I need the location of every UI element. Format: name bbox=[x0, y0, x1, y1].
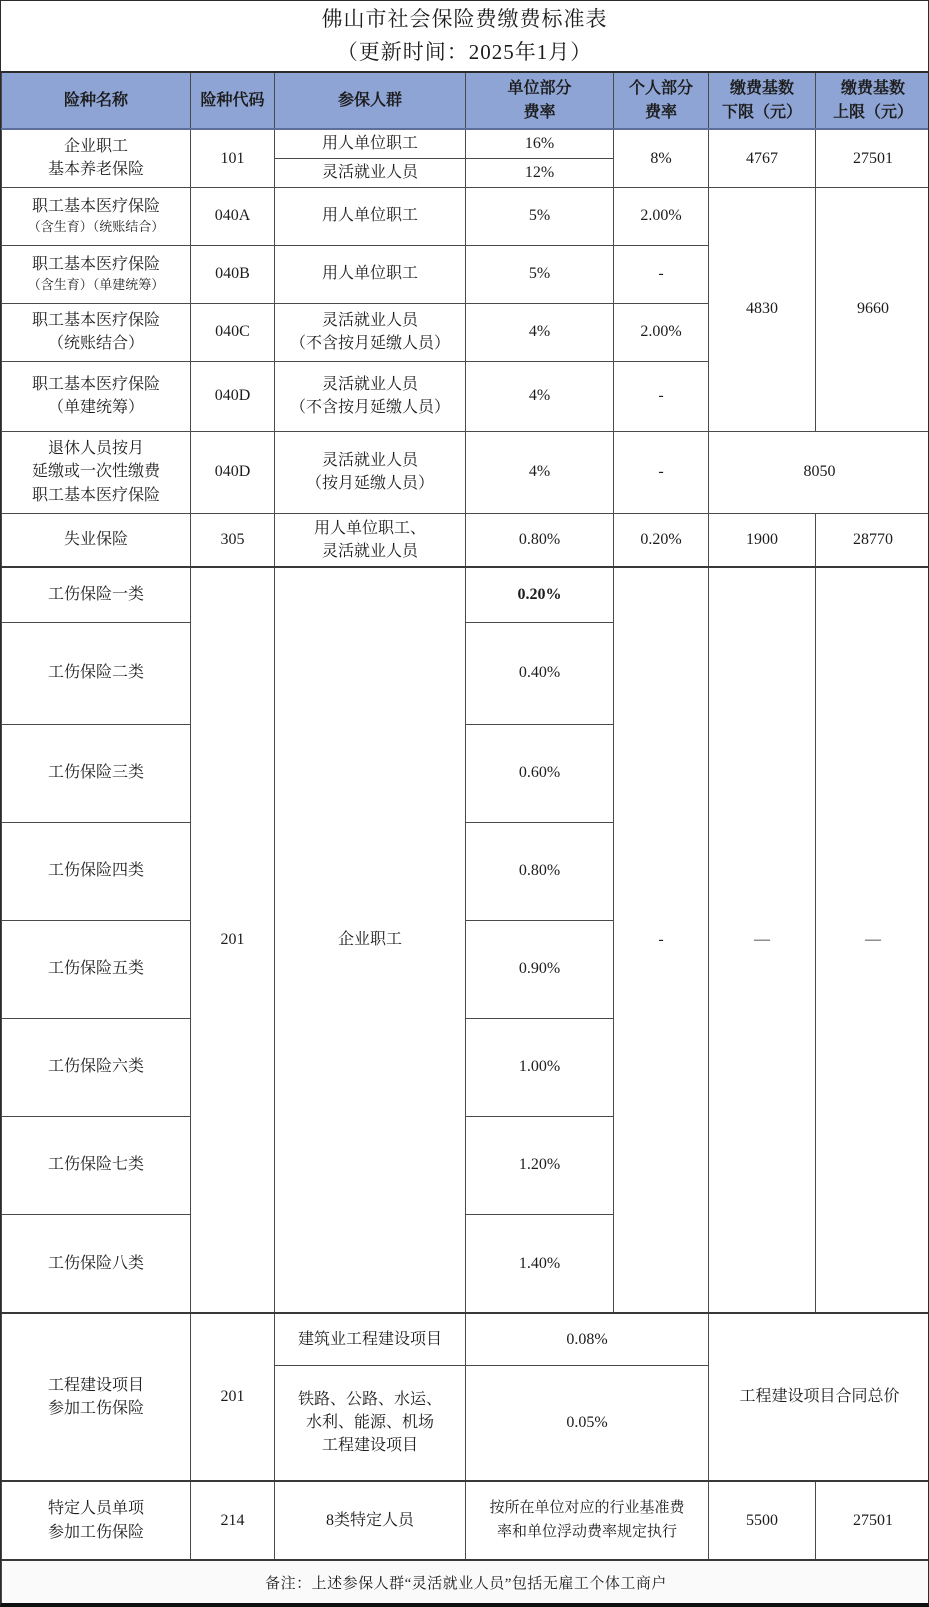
cell-text-line: 参保人群 bbox=[337, 91, 402, 109]
cell-text-line: 工伤保险八类 bbox=[47, 1254, 144, 1272]
cell-base-lower bbox=[709, 513, 816, 567]
cell-insurance-code bbox=[191, 431, 275, 513]
cell-text-line: 灵活就业人员 bbox=[321, 542, 418, 560]
cell-text-line: 率和单位浮动费率规定执行 bbox=[496, 1523, 677, 1540]
cell-text-line: 铁路、公路、水运、 bbox=[297, 1390, 442, 1408]
column-header-cell bbox=[816, 72, 929, 129]
cell-text-line: 按所在单位对应的行业基准费 bbox=[489, 1500, 685, 1517]
cell-text-line: 8% bbox=[650, 149, 672, 167]
cell-insurance-name bbox=[2, 567, 191, 622]
cell-text-line: 1.20% bbox=[518, 1156, 561, 1174]
cell-personal-rate bbox=[614, 513, 709, 567]
remark-note bbox=[2, 1560, 929, 1607]
cell-text-line: 费率 bbox=[644, 103, 677, 121]
cell-insurance-name bbox=[2, 920, 191, 1018]
cell-text-line: 建筑业工程建设项目 bbox=[297, 1330, 442, 1348]
cell-text-line: 个人部分 bbox=[628, 80, 693, 98]
cell-text-line: 040B bbox=[215, 265, 250, 283]
cell-text-line: - bbox=[658, 931, 664, 949]
cell-insurance-code bbox=[191, 1313, 275, 1481]
cell-insured-group bbox=[275, 303, 466, 361]
cell-employer-rate bbox=[466, 513, 614, 567]
cell-insurance-name bbox=[2, 622, 191, 724]
cell-text-line: 工伤保险七类 bbox=[47, 1156, 144, 1174]
cell-text-line: 工伤保险一类 bbox=[47, 586, 144, 604]
cell-text-line: 灵活就业人员 bbox=[321, 311, 418, 329]
cell-text-line: 101 bbox=[220, 149, 245, 167]
cell-text-line: 工程建设项目 bbox=[47, 1376, 144, 1394]
cell-personal-rate bbox=[614, 361, 709, 431]
cell-insurance-name bbox=[2, 1018, 191, 1116]
cell-text-line: 基本养老保险 bbox=[47, 161, 144, 179]
cell-insured-group bbox=[275, 245, 466, 303]
cell-text-line: - bbox=[658, 387, 664, 405]
sheet-title-block bbox=[1, 1, 928, 71]
cell-text-line: 险种名称 bbox=[63, 91, 128, 109]
column-header-cell bbox=[466, 72, 614, 129]
cell-text-line: 用人单位职工 bbox=[321, 135, 418, 153]
cell-text-line: 0.90% bbox=[518, 960, 561, 978]
cell-text-line: - bbox=[658, 463, 664, 481]
cell-text-line: 0.80% bbox=[518, 862, 561, 880]
cell-text-line: 用人单位职工 bbox=[321, 207, 418, 225]
cell-text-line: 特定人员单项 bbox=[47, 1500, 144, 1518]
cell-text-line: 040D bbox=[214, 387, 251, 405]
cell-employer-rate bbox=[466, 245, 614, 303]
cell-insurance-name bbox=[2, 303, 191, 361]
cell-text-line: （不含按月延缴人员） bbox=[289, 335, 450, 352]
table-row bbox=[2, 129, 929, 158]
cell-text-line: 040A bbox=[214, 207, 251, 225]
cell-text-line: 0.40% bbox=[518, 664, 561, 682]
cell-employer-rate bbox=[466, 187, 614, 245]
cell-text-line: 灵活就业人员 bbox=[321, 375, 418, 393]
cell-text-line: 水利、能源、机场 bbox=[305, 1414, 434, 1432]
cell-text-line: 职工基本医疗保险 bbox=[31, 311, 160, 329]
cell-personal-rate bbox=[614, 567, 709, 1313]
cell-text-line: 单位部分 bbox=[507, 80, 572, 98]
cell-insurance-code bbox=[191, 245, 275, 303]
cell-text-line: 4% bbox=[528, 387, 551, 405]
cell-base-upper bbox=[816, 1481, 929, 1560]
cell-text-line: 27501 bbox=[853, 1511, 893, 1529]
cell-text-line: 040C bbox=[215, 323, 250, 341]
cell-text-line: 退休人员按月 bbox=[47, 440, 144, 458]
cell-text-line: 缴费基数 bbox=[840, 80, 905, 98]
cell-base-upper bbox=[816, 129, 929, 187]
cell-text-line: 2.00% bbox=[640, 207, 682, 225]
cell-text-line: 12% bbox=[524, 163, 555, 181]
cell-text-line: 27501 bbox=[853, 149, 893, 167]
cell-insured-group bbox=[275, 1481, 466, 1560]
page-title: 佛山市社会保险费缴费标准表 bbox=[321, 7, 608, 32]
cell-employer-rate bbox=[466, 1018, 614, 1116]
cell-text-line: 0.20% bbox=[640, 531, 682, 549]
cell-insurance-name bbox=[2, 245, 191, 303]
column-header-cell bbox=[191, 72, 275, 129]
cell-employer-rate bbox=[466, 1214, 614, 1313]
column-header-cell bbox=[614, 72, 709, 129]
cell-personal-rate bbox=[614, 187, 709, 245]
cell-insurance-code bbox=[191, 303, 275, 361]
cell-text-line: 4830 bbox=[746, 300, 778, 318]
cell-text-line: 备注：上述参保人群“灵活就业人员”包括无雇工个体工商户 bbox=[265, 1575, 667, 1592]
cell-text-line: （按月延缴人员） bbox=[305, 475, 434, 492]
cell-personal-rate bbox=[614, 129, 709, 187]
cell-text-line: 参加工伤保险 bbox=[47, 1523, 144, 1541]
cell-text-line: 16% bbox=[524, 135, 555, 153]
cell-text-line: 214 bbox=[220, 1511, 245, 1529]
cell-insurance-name bbox=[2, 361, 191, 431]
cell-text-line: 0.80% bbox=[518, 531, 561, 549]
cell-text-line: 用人单位职工 bbox=[321, 265, 418, 283]
cell-text-line: 8类特定人员 bbox=[325, 1511, 414, 1529]
cell-text-line: 职工基本医疗保险 bbox=[31, 255, 160, 273]
cell-insurance-code bbox=[191, 567, 275, 1313]
cell-text-line: — bbox=[865, 931, 881, 949]
cell-insurance-name bbox=[2, 187, 191, 245]
cell-insured-group bbox=[275, 187, 466, 245]
cell-text-line: 28770 bbox=[853, 531, 893, 549]
cell-insurance-name bbox=[2, 1116, 191, 1214]
cell-text-line: （含生育）（统账结合） bbox=[27, 219, 165, 235]
cell-employer-rate bbox=[466, 1481, 709, 1560]
cell-text-line: 工伤保险六类 bbox=[47, 1058, 144, 1076]
cell-base-lower bbox=[709, 187, 816, 431]
cell-text-line: 险种代码 bbox=[200, 91, 265, 109]
cell-text-line: 企业职工 bbox=[337, 931, 402, 949]
cell-employer-rate bbox=[466, 1116, 614, 1214]
cell-insured-group bbox=[275, 129, 466, 158]
cell-text-line: 缴费基数 bbox=[729, 80, 794, 98]
cell-text-line: 0.60% bbox=[518, 764, 561, 782]
cell-insurance-name bbox=[2, 1481, 191, 1560]
cell-text-line: 9660 bbox=[857, 300, 889, 318]
cell-insurance-name bbox=[2, 724, 191, 822]
cell-employer-rate bbox=[466, 622, 614, 724]
cell-text-line: 企业职工 bbox=[63, 138, 128, 156]
cell-base-lower bbox=[709, 1481, 816, 1560]
table-row bbox=[2, 1560, 929, 1607]
cell-text-line: 职工基本医疗保险 bbox=[31, 486, 160, 504]
cell-text-line: 0.08% bbox=[566, 1330, 608, 1348]
cell-text-line: 0.05% bbox=[566, 1414, 608, 1432]
cell-employer-rate bbox=[466, 431, 614, 513]
header-row bbox=[2, 72, 929, 129]
cell-text-line: 灵活就业人员 bbox=[321, 451, 418, 469]
cell-base-lower bbox=[709, 129, 816, 187]
cell-base-upper bbox=[816, 513, 929, 567]
cell-employer-rate bbox=[466, 1313, 709, 1365]
cell-text-line: — bbox=[754, 931, 770, 949]
cell-employer-rate bbox=[466, 920, 614, 1018]
cell-insurance-code bbox=[191, 1481, 275, 1560]
cell-base-lower bbox=[709, 567, 816, 1313]
column-header-cell bbox=[2, 72, 191, 129]
page-subtitle: （更新时间：2025年1月） bbox=[336, 40, 593, 64]
cell-text-line: 1.00% bbox=[518, 1058, 561, 1076]
cell-insured-group bbox=[275, 158, 466, 187]
cell-text-line: 8050 bbox=[803, 463, 836, 481]
column-header-cell bbox=[275, 72, 466, 129]
cell-text-line: 工伤保险三类 bbox=[47, 764, 144, 782]
cell-insurance-code bbox=[191, 361, 275, 431]
cell-insured-group bbox=[275, 567, 466, 1313]
cell-insurance-code bbox=[191, 187, 275, 245]
cell-text-line: 灵活就业人员 bbox=[321, 163, 418, 181]
cell-employer-rate bbox=[466, 129, 614, 158]
cell-insured-group bbox=[275, 513, 466, 567]
cell-text-line: 5% bbox=[528, 207, 551, 225]
column-header-cell bbox=[709, 72, 816, 129]
cell-text-line: 4767 bbox=[746, 149, 778, 167]
cell-text-line: 用人单位职工、 bbox=[313, 519, 426, 537]
cell-text-line: 工伤保险二类 bbox=[47, 664, 144, 682]
cell-employer-rate bbox=[466, 303, 614, 361]
insurance-table bbox=[1, 71, 929, 1607]
cell-text-line: 职工基本医疗保险 bbox=[31, 197, 160, 215]
cell-text-line: 4% bbox=[528, 463, 551, 481]
cell-insured-group bbox=[275, 361, 466, 431]
cell-text-line: 工程建设项目合同总价 bbox=[739, 1388, 900, 1406]
cell-text-line: 201 bbox=[220, 931, 245, 949]
cell-personal-rate bbox=[614, 303, 709, 361]
cell-insurance-name bbox=[2, 431, 191, 513]
cell-insured-group bbox=[275, 1313, 466, 1365]
cell-text-line: （统账结合） bbox=[47, 335, 144, 352]
cell-text-line: 上限（元） bbox=[832, 103, 913, 121]
cell-base-upper bbox=[816, 187, 929, 431]
cell-text-line: 305 bbox=[220, 531, 245, 549]
table-row bbox=[2, 431, 929, 513]
cell-text-line: 参加工伤保险 bbox=[47, 1400, 144, 1417]
table-row bbox=[2, 187, 929, 245]
cell-base-merged bbox=[709, 1313, 929, 1481]
cell-text-line: 工伤保险四类 bbox=[47, 862, 144, 880]
table-row bbox=[2, 1481, 929, 1560]
cell-insurance-name bbox=[2, 822, 191, 920]
cell-insurance-name bbox=[2, 1313, 191, 1481]
cell-text-line: 2.00% bbox=[640, 323, 682, 341]
cell-text-line: 4% bbox=[528, 323, 551, 341]
cell-text-line: 职工基本医疗保险 bbox=[31, 375, 160, 393]
cell-employer-rate bbox=[466, 361, 614, 431]
cell-insurance-name bbox=[2, 1214, 191, 1313]
cell-employer-rate bbox=[466, 724, 614, 822]
cell-base-merged bbox=[709, 431, 929, 513]
cell-text-line: 延缴或一次性缴费 bbox=[31, 463, 160, 481]
cell-text-line: 工伤保险五类 bbox=[47, 960, 144, 978]
cell-insured-group bbox=[275, 431, 466, 513]
cell-text-line: 5500 bbox=[746, 1511, 778, 1529]
cell-text-line: （单建统筹） bbox=[47, 399, 144, 416]
cell-text-line: 1900 bbox=[746, 531, 778, 549]
cell-text-line: （含生育）（单建统筹） bbox=[27, 277, 165, 293]
cell-text-line: 失业保险 bbox=[63, 531, 128, 549]
cell-insurance-code bbox=[191, 129, 275, 187]
cell-personal-rate bbox=[614, 431, 709, 513]
table-body bbox=[2, 129, 929, 1607]
table-row bbox=[2, 567, 929, 622]
table-row bbox=[2, 1313, 929, 1365]
cell-text-line: 5% bbox=[528, 265, 551, 283]
cell-text-line: （不含按月延缴人员） bbox=[289, 399, 450, 416]
cell-text-line: 工程建设项目 bbox=[321, 1437, 418, 1455]
cell-text-line: 下限（元） bbox=[721, 103, 802, 121]
cell-text-line: 040D bbox=[214, 463, 251, 481]
cell-base-upper bbox=[816, 567, 929, 1313]
cell-insurance-name bbox=[2, 129, 191, 187]
cell-text-line: 1.40% bbox=[518, 1254, 561, 1272]
cell-personal-rate bbox=[614, 245, 709, 303]
cell-text-line: - bbox=[658, 265, 664, 283]
cell-employer-rate bbox=[466, 822, 614, 920]
cell-text-line: 费率 bbox=[523, 103, 556, 121]
cell-insured-group bbox=[275, 1365, 466, 1481]
cell-employer-rate bbox=[466, 158, 614, 187]
cell-employer-rate bbox=[466, 1365, 709, 1481]
cell-text-line: 201 bbox=[220, 1388, 245, 1406]
table-row bbox=[2, 513, 929, 567]
cell-insurance-code bbox=[191, 513, 275, 567]
cell-text-line: 0.20% bbox=[517, 586, 562, 604]
table-header bbox=[2, 72, 929, 129]
cell-employer-rate bbox=[466, 567, 614, 622]
cell-insurance-name bbox=[2, 513, 191, 567]
